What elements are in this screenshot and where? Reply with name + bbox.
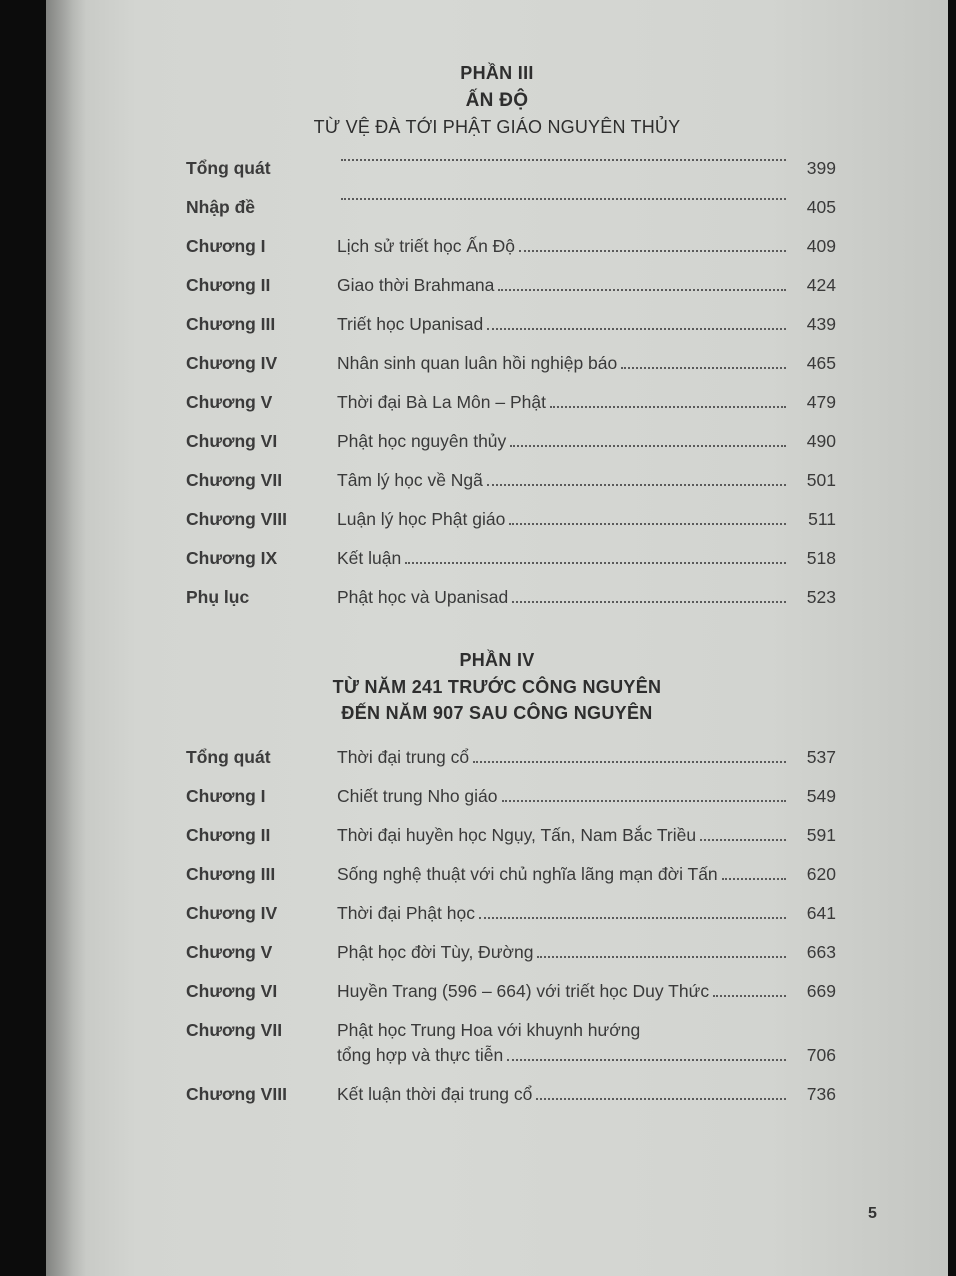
toc-entry: [186, 903, 836, 929]
entry-page: 465: [806, 353, 836, 373]
entry-page: 511: [808, 509, 836, 529]
dot-leader: [713, 994, 786, 997]
toc-entry: [186, 1020, 836, 1046]
dot-leader: [341, 158, 786, 161]
dot-leader: [537, 955, 786, 958]
toc-entry: [186, 392, 836, 418]
entry-title: Tâm lý học về Ngã: [337, 470, 483, 490]
dot-leader: [498, 288, 786, 291]
toc-entry: [186, 747, 836, 773]
entry-page: 706: [806, 1045, 836, 1065]
entry-title: Luận lý học Phật giáo: [337, 509, 506, 529]
dot-leader: [512, 600, 786, 603]
entry-title: Phật học nguyên thủy: [337, 431, 507, 451]
toc-entry: [186, 548, 836, 574]
entry-label: Tổng quát: [186, 747, 271, 767]
entry-title: Chiết trung Nho giáo: [337, 786, 498, 806]
toc-entry: [186, 825, 836, 851]
entry-title: Sống nghệ thuật với chủ nghĩa lãng mạn đời Tấn: [337, 864, 718, 884]
entry-page: 736: [806, 1084, 836, 1104]
entry-label: Chương IV: [186, 353, 278, 373]
toc-entry: [186, 587, 836, 613]
entry-page: 549: [806, 786, 836, 806]
entry-label: Chương VII: [186, 470, 283, 490]
dot-leader: [473, 760, 786, 763]
toc-entry: [186, 353, 836, 379]
entry-title: Phật học đời Tùy, Đường: [337, 942, 534, 962]
page-number: 5: [868, 1205, 877, 1222]
toc-entry: [186, 1084, 836, 1110]
entry-title: Kết luận thời đại trung cổ: [337, 1084, 533, 1104]
dot-leader: [550, 405, 786, 408]
entry-page: 641: [806, 903, 836, 923]
toc-entry: [186, 942, 836, 968]
toc-entry: [186, 314, 836, 340]
dot-leader: [621, 366, 786, 369]
part3-subtitle: TỪ VỆ ĐÀ TỚI PHẬT GIÁO NGUYÊN THỦY: [313, 117, 681, 137]
entry-title: Lịch sử triết học Ấn Độ: [337, 236, 516, 256]
toc-entry: [186, 786, 836, 812]
entry-page: 537: [806, 747, 836, 767]
entry-title: Phật học Trung Hoa với khuynh hướng: [337, 1020, 641, 1040]
toc-entry: [186, 158, 836, 184]
entry-label: Phụ lục: [186, 587, 250, 607]
entry-label: Chương VII: [186, 1020, 283, 1040]
part4-title-line2: ĐẾN NĂM 907 SAU CÔNG NGUYÊN: [341, 703, 653, 723]
toc-entry: [186, 864, 836, 890]
entry-page: 409: [806, 236, 836, 256]
entry-page: 523: [806, 587, 836, 607]
entry-title: Thời đại Bà La Môn – Phật: [337, 392, 546, 412]
dot-leader: [487, 327, 786, 330]
part4-title-line1: TỪ NĂM 241 TRƯỚC CÔNG NGUYÊN: [332, 677, 662, 697]
entry-page: 591: [806, 825, 836, 845]
dot-leader: [405, 561, 786, 564]
entry-page: 479: [806, 392, 836, 412]
toc-entry: [186, 431, 836, 457]
dot-leader: [510, 444, 786, 447]
part3-title: ẤN ĐỘ: [465, 90, 529, 111]
entry-title: Giao thời Brahmana: [337, 275, 495, 295]
dot-leader: [341, 197, 786, 200]
dot-leader: [519, 249, 786, 252]
toc-entry: [186, 470, 836, 496]
entry-title: Nhân sinh quan luân hồi nghiệp báo: [337, 353, 618, 373]
entry-page: 490: [806, 431, 836, 451]
part3-label: PHẦN III: [460, 63, 534, 83]
entry-label: Chương IV: [186, 903, 278, 923]
entry-label: Chương VIII: [186, 1084, 287, 1104]
part4-label: PHẦN IV: [459, 650, 535, 670]
entry-title: Huyền Trang (596 – 664) với triết học Duy Thức: [337, 981, 710, 1001]
book-page: [46, 0, 948, 1276]
entry-page: 439: [806, 314, 836, 334]
entry-label: Nhập đề: [186, 197, 256, 217]
entry-title: Triết học Upanisad: [337, 314, 484, 334]
entry-label: Chương III: [186, 864, 276, 884]
dot-leader: [479, 916, 786, 919]
entry-label: Chương I: [186, 786, 266, 806]
entry-label: Chương III: [186, 314, 276, 334]
entry-title: Kết luận: [337, 548, 402, 568]
entry-title-continued: tổng hợp và thực tiễn: [337, 1045, 504, 1065]
toc-entry: [186, 197, 836, 223]
dot-leader: [536, 1097, 786, 1100]
dot-leader: [700, 838, 786, 841]
entry-page: 501: [806, 470, 836, 490]
entry-label: Chương VI: [186, 431, 278, 451]
entry-label: Chương VI: [186, 981, 278, 1001]
entry-page: 663: [806, 942, 836, 962]
dot-leader: [509, 522, 786, 525]
entry-title: Thời đại trung cổ: [337, 747, 470, 767]
entry-title: Thời đại Phật học: [337, 903, 475, 923]
entry-page: 399: [806, 158, 836, 178]
entry-label: Chương V: [186, 392, 273, 412]
entry-label: Chương II: [186, 275, 271, 295]
dot-leader: [487, 483, 786, 486]
entry-label: Chương II: [186, 825, 271, 845]
entry-page: 620: [806, 864, 836, 884]
toc-entry: [186, 275, 836, 301]
dot-leader: [502, 799, 786, 802]
toc-entry: [186, 236, 836, 262]
toc-entry: [186, 981, 836, 1007]
entry-title: Thời đại huyền học Ngụy, Tấn, Nam Bắc Triều: [337, 825, 697, 845]
entry-page: 405: [806, 197, 836, 217]
entry-label: Chương IX: [186, 548, 278, 568]
entry-title: Phật học và Upanisad: [337, 587, 509, 607]
toc-entry: [186, 509, 836, 535]
entry-label: Chương VIII: [186, 509, 287, 529]
entry-label: Chương V: [186, 942, 273, 962]
dot-leader: [722, 877, 786, 880]
entry-page: 518: [806, 548, 836, 568]
entry-page: 424: [806, 275, 836, 295]
entry-label: Tổng quát: [186, 158, 271, 178]
dot-leader: [507, 1058, 786, 1061]
entry-label: Chương I: [186, 236, 266, 256]
entry-page: 669: [806, 981, 836, 1001]
toc-entry-continuation: [186, 1045, 836, 1071]
